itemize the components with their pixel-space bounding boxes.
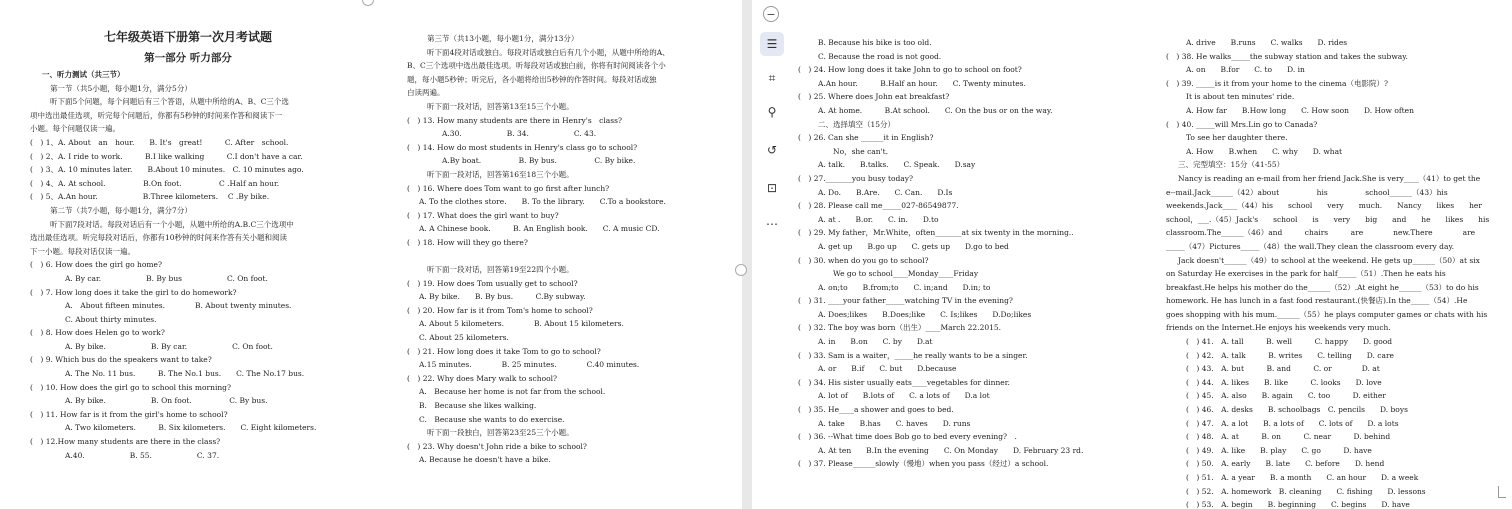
text-line: weekends.Jack____（44）his school very much. Nancy likes her xyxy=(1166,201,1482,211)
text-line: ( ) 45. A. also B. again C. too D. either xyxy=(1186,391,1386,401)
text-line: ( ) 11. How far is it from the girl's home to school? xyxy=(30,409,228,419)
text-line: A.An hour. B.Half an hour. C. Twenty minutes. xyxy=(818,78,1026,88)
text-line: ( ) 20. How far is it from Tom's home to school? xyxy=(407,305,593,315)
side-toolbar xyxy=(756,0,788,240)
text-line: ( ) 8. How does Helen go to work? xyxy=(30,328,165,338)
text-line: ( ) 5、A.An hour. B.Three kilometers. C .By bike. xyxy=(30,192,270,202)
text-line: 听下面4段对话或独白。每段对话或独白后有几个小题，从题中所给的A、 xyxy=(427,47,670,57)
text-line: 听下面一段对话，回答第13至15三个小题。 xyxy=(427,101,574,111)
text-line: 第三节（共13小题，每小题1分，满分13分） xyxy=(427,34,579,43)
text-line: ( ) 12.How many students are there in the class? xyxy=(30,437,221,447)
text-line: 二、选择填空（15分） xyxy=(818,119,896,129)
text-line: homework. He has lunch in a fast food restaurant.(快餐店).In the_____（54）.He xyxy=(1166,296,1468,306)
text-line: A. About fifteen minutes. B. About twenty minutes. xyxy=(65,301,292,311)
text-line: 下一小题。每段对话仅读一遍。 xyxy=(30,246,135,256)
text-line: ( ) 40. _____will Mrs.Lin go to Canada? xyxy=(1166,119,1318,129)
search-icon[interactable]: ⚲ xyxy=(760,100,784,124)
text-line: ( ) 43. A. but B. and C. or D. at xyxy=(1186,364,1380,374)
text-line: No，she can't. xyxy=(833,146,889,156)
text-line: A. at . B.or. C. in. D.to xyxy=(818,214,939,224)
text-line: A. drive B.runs C. walks D. rides xyxy=(1186,38,1348,47)
text-line: A. How B.when C. why D. what xyxy=(1186,146,1343,156)
text-line: 第二节（共7小题，每小题1分，满分7分） xyxy=(50,205,192,215)
heading: 第一部分 听力部分 xyxy=(144,52,232,64)
zoom-out-button[interactable]: − xyxy=(763,6,779,22)
text-line: A. in B.on C. by D.at xyxy=(818,337,933,347)
text-line: Jack doesn't______（49）to school at the weekend. He gets up______（50）at six xyxy=(1178,255,1480,265)
text-line: ( ) 36. --What time does Bob go to bed every evening? . xyxy=(798,432,1017,442)
text-line: B、C三个选项中选出最佳选项。听每段对话或独白前，你将有时间阅读各个小 xyxy=(407,61,666,71)
text-line: goes shopping with his mum.______（55）he plays computer games or chats with his xyxy=(1166,309,1488,319)
text-line: ( ) 2、A. I ride to work. B.I like walking C.I don't have a car. xyxy=(30,151,303,161)
text-line: ( ) 37. Please______slowly（慢地）when you pass（经过）a school. xyxy=(798,459,1049,469)
text-line: A. Because he doesn't have a bike. xyxy=(419,455,551,465)
text-line: A. By car. B. By bus C. On foot. xyxy=(65,273,268,283)
text-line: A. How far B.How long C. How soon D. How often xyxy=(1186,105,1414,115)
text-line: ( ) 44. A. likes B. like C. looks D. love xyxy=(1186,377,1382,387)
text-line: A. Do. B.Are. C. Can. D.Is xyxy=(818,187,953,197)
text-line: _____（47）Pictures_____（48）the wall.They clean the classroom every day. xyxy=(1166,241,1455,251)
text-line: C. About thirty minutes. xyxy=(65,314,157,324)
text-line: ( ) 26. Can she ______it in English? xyxy=(798,133,934,143)
text-line: 听下面一段对话，回答第19至22四个小题。 xyxy=(427,265,574,275)
text-line: A. At home. B.At school. C. On the bus or on the way. xyxy=(818,105,1053,115)
text-line: 小题。每个问题仅读一遍。 xyxy=(30,124,120,134)
text-line: ( ) 30. when do you go to school? xyxy=(798,255,929,265)
text-line: A. By bike. B. On foot. C. By bus. xyxy=(65,396,268,406)
toc-icon[interactable]: ☰ xyxy=(760,32,784,56)
text-line: on Saturday He exercises in the park for half_____（51）.Then he eats his xyxy=(1166,269,1446,279)
text-line: ( ) 28. Please call me_____027-86549877. xyxy=(798,201,959,211)
text-line: Nancy is reading an e-mail from her friend Jack.She is very____（41）to get the xyxy=(1178,173,1481,183)
page-resize-handle[interactable] xyxy=(735,264,747,276)
text-line: ( ) 13. How many students are there in Henry's class? xyxy=(407,115,622,125)
heading: 七年级英语下册第一次月考试题 xyxy=(103,30,272,44)
text-line: A.15 minutes. B. 25 minutes. C.40 minutes. xyxy=(419,360,640,370)
text-line: 题，每小题5秒钟；听完后，各小题将给出5秒钟的作答时间。每段对话或独 xyxy=(407,74,657,84)
text-line: C. About 25 kilometers. xyxy=(419,333,509,343)
text-line: friends on the Internet.He enjoys his weekends very much. xyxy=(1166,323,1391,333)
text-line: ( ) 14. How do most students in Henry's class go to school? xyxy=(407,142,638,152)
text-line: ( ) 34. His sister usually eats____vegetables for dinner. xyxy=(798,377,1010,387)
text-line: ( ) 4、A. At school. B.On foot. C .Half an hour. xyxy=(30,178,280,188)
text-line: breakfast.He helps his mother do the______（52）.At eight he______（53）to do his xyxy=(1166,282,1479,292)
text-line: A.40. B. 55. C. 37. xyxy=(65,450,220,460)
page2-left-column xyxy=(798,36,1138,471)
text-line: A. About 5 kilometers. B. About 15 kilometers. xyxy=(419,319,624,329)
document-page-1 xyxy=(0,0,742,509)
text-line: A. To the clothes store. B. To the library. C.To a bookstore. xyxy=(419,197,666,207)
text-line: A. Two kilometers. B. Six kilometers. C. Eight kilometers. xyxy=(65,423,317,433)
text-line: 选出最佳选项。听完每段对话后，你都有10秒钟的时间来作答有关小题和阅读 xyxy=(30,233,288,243)
text-line: ( ) 41. A. tall B. well C. happy D. good xyxy=(1186,337,1393,347)
text-line: A. on;to B.from;to C. in;and D.in; to xyxy=(818,282,991,292)
text-line: ( ) 38. He walks_____the subway station and takes the subway. xyxy=(1166,51,1408,61)
text-line: 听下面7段对话。每段对话后有一个小题，从题中所给的A.B.C三个选项中 xyxy=(50,219,294,229)
text-line: ( ) 18. How will they go there? xyxy=(407,237,528,247)
text-line: ( ) 21. How long does it take Tom to go to school? xyxy=(407,346,601,356)
text-line: ( ) 7. How long does it take the girl to do homework? xyxy=(30,287,237,297)
page1-right-column xyxy=(407,32,719,467)
text-line: ( ) 46. A. desks B. schoolbags C. pencils D. boys xyxy=(1186,405,1408,415)
text-line: A. talk. B.talks. C. Speak. D.say xyxy=(818,160,976,170)
text-line: A.By boat. B. By bus. C. By bike. xyxy=(442,156,636,166)
text-line: ( ) 32. The boy was born（出生）____March 22.2015. xyxy=(798,323,1002,333)
text-line: A. get up B.go up C. gets up D.go to bed xyxy=(818,241,1009,251)
text-line: ( ) 50. A. early B. late C. before D. hend xyxy=(1186,459,1385,469)
text-line: A. By bike. B. By bus. C.By subway. xyxy=(419,292,586,302)
page-corner-marker xyxy=(1498,486,1506,498)
text-line: C. Because the road is not good. xyxy=(818,51,942,61)
document-page-2 xyxy=(752,0,1512,509)
text-line: ( ) 23. Why doesn't John ride a bike to school? xyxy=(407,441,587,451)
text-line: It is about ten minutes' ride. xyxy=(1186,92,1295,102)
text-line: ( ) 35. He____a shower and goes to bed. xyxy=(798,405,954,415)
text-line: A.30. B. 34. C. 43. xyxy=(442,129,597,139)
text-line: 白读两遍。 xyxy=(407,88,445,98)
text-line: ( ) 33. Sam is a waiter，_____he really wants to be a singer. xyxy=(798,350,1028,360)
text-line: A. lot of B.lots of C. a lots of D.a lot xyxy=(818,391,990,401)
text-line: ( ) 39. _____is it from your home to the cinema（电影院）? xyxy=(1166,78,1388,88)
text-line: ( ) 51. A. a year B. a month C. an hour D. a week xyxy=(1186,473,1419,482)
text-line: 听下面一段对话，回答第16至18三个小题。 xyxy=(427,169,574,179)
text-line: ( ) 52. A. homework B. cleaning C. fishing D. lessons xyxy=(1186,486,1426,496)
text-line: ( ) 25. Where does John eat breakfast? xyxy=(798,92,950,102)
text-line: A. The No. 11 bus. B. The No.1 bus. C. The No.17 bus. xyxy=(65,369,305,379)
text-line: A. Because her home is not far from the school. xyxy=(419,387,606,397)
text-line: 听下面5个问题，每个问题后有三个答语，从题中所给的A、B、C三个选 xyxy=(50,97,289,107)
text-line: A. or B.if C. but D.because xyxy=(818,364,957,374)
text-line: ( ) 1、A. About an hour. B. It's great! C. After school. xyxy=(30,137,289,147)
text-line: e--mail.Jack______（42）about his school______（43）his xyxy=(1166,187,1448,197)
text-line: 一、听力测试（共三节） xyxy=(42,70,125,79)
text-line: B. Because his bike is too old. xyxy=(818,38,932,47)
text-line: ( ) 49. A. like B. play C. go D. have xyxy=(1186,445,1372,455)
text-line: ( ) 17. What does the girl want to buy? xyxy=(407,210,559,220)
text-line xyxy=(407,250,719,264)
text-line: ( ) 19. How does Tom usually get to school? xyxy=(407,278,578,288)
crop-icon[interactable]: ⌗ xyxy=(760,66,784,90)
page2-right-column xyxy=(1166,36,1490,509)
text-line: ( ) 29. My father，Mr.White，often_______at six twenty in the morning.. xyxy=(798,228,1074,238)
text-line: ( ) 24. How long does it take John to go to school on foot? xyxy=(798,65,1022,75)
text-line: ( ) 31. ____your father_____watching TV in the evening? xyxy=(798,296,1013,306)
text-line: ( ) 6. How does the girl go home? xyxy=(30,260,162,270)
text-line: classroom.The______（46）and chairs are new.There are xyxy=(1166,228,1476,238)
text-line: 三、完型填空：15分（41-55） xyxy=(1178,160,1285,170)
text-line: ( ) 16. Where does Tom want to go first after lunch? xyxy=(407,183,610,193)
text-line: ( ) 10. How does the girl go to school this morning? xyxy=(30,382,232,392)
text-line: To see her daughter there. xyxy=(1186,133,1288,143)
text-line: ( ) 27._______you busy today? xyxy=(798,173,914,183)
text-line: A. By bike. B. By car. C. On foot. xyxy=(65,341,273,351)
scan-icon[interactable]: ⊡ xyxy=(760,176,784,200)
text-line: 听下面一段独白，回答第23至25三个小题。 xyxy=(427,428,574,438)
text-line: We go to school____Monday____Friday xyxy=(833,269,979,279)
text-line: 项中选出最佳选项，听完每个问题后，你都有5秒钟的时间来作答和阅读下一 xyxy=(30,110,283,120)
text-line: ( ) 9. Which bus do the speakers want to take? xyxy=(30,355,212,365)
rotate-icon[interactable]: ↺ xyxy=(760,138,784,162)
text-line: ( ) 42. A. talk B. writes C. telling D. care xyxy=(1186,350,1394,360)
more-icon[interactable]: ⋯ xyxy=(760,212,784,236)
text-line: A. Does;likes B.Does;like C. Is;likes D.Do;likes xyxy=(818,309,1032,319)
text-line: ( ) 22. Why does Mary walk to school? xyxy=(407,373,558,383)
text-line: B. Because she likes walking. xyxy=(419,401,537,411)
page1-left-column xyxy=(30,26,346,462)
text-line: A. A Chinese book. B. An English book. C. A music CD. xyxy=(419,224,660,234)
text-line: ( ) 48. A. at B. on C. near D. behind xyxy=(1186,432,1391,442)
text-line: ( ) 3、A. 10 minutes later. B.About 10 minutes. C. 10 minutes ago. xyxy=(30,165,304,175)
text-line: A. At ten B.In the evening C. On Monday D. February 23 rd. xyxy=(818,445,1084,455)
text-line: A. take B.has C. haves D. runs xyxy=(818,418,971,428)
text-line: school，___.（45）Jack's school is very big and he likes his xyxy=(1166,214,1490,224)
text-line: ( ) 47. A. a lot B. a lots of C. lots of D. a lots xyxy=(1186,418,1399,428)
text-line: 第一节（共5小题，每小题1分，满分5分） xyxy=(50,83,192,93)
text-line: A. on B.for C. to D. in xyxy=(1186,65,1305,75)
text-line: C. Because she wants to do exercise. xyxy=(419,414,565,424)
text-line: ( ) 53. A. begin B. beginning C. begins D. have xyxy=(1186,500,1410,509)
